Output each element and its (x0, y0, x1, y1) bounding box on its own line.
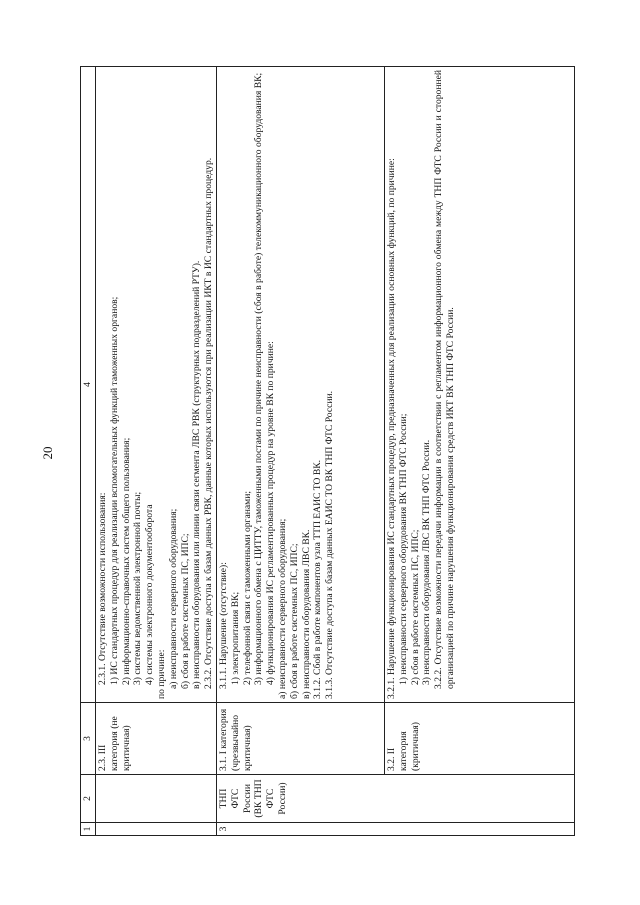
header-col-2: 2 (81, 775, 96, 823)
description-line: 1) неисправности серверного оборудования ВК ТНП ФТС России; (397, 413, 409, 685)
description-line: в) неисправности оборудования ЛВС ВК. (300, 529, 312, 699)
table-row (216, 67, 384, 836)
description-line: 4) функционирования ИС регламентированных процедур на уровне ВК по причине: (265, 341, 277, 685)
description-line: по причине: (155, 649, 167, 699)
description-line: а) неисправности серверного оборудования; (167, 508, 179, 689)
description-line: 2) телефонной связи с таможенными органами; (241, 491, 253, 685)
header-col-4: 4 (81, 67, 96, 703)
incident-category-table (80, 66, 575, 836)
description-line: 3.2.2. Отсутствие возможности передачи информации в соответствии с регламентом информационного обмена между ТНП ФТС России и сторонней организацией по причине нарушения функционирования средств ИКТ ВК ТНП ФТС России. (433, 70, 456, 689)
description-line: 4) системы электронного документооборота (144, 504, 156, 685)
row-number-cell (96, 823, 217, 836)
table-header-row (81, 67, 96, 836)
description-line: 2.3.2. Отсутствие доступа к базам данных РВК, данные которых используются при реализации ИКТ в ИС стандартных процедур. (203, 157, 215, 689)
description-line: а) неисправности серверного оборудования; (276, 518, 288, 699)
description-cell (216, 67, 384, 703)
description-line: 3) неисправности оборудования ЛВС ВК ТНП ФТС России. (421, 439, 433, 685)
description-line: 2.3.1. Отсутствие возможности использования: (97, 492, 108, 685)
table-row (96, 67, 217, 836)
description-line: 2) сбоя в работе системных ПС, ИПС; (409, 529, 421, 685)
description-line: 3.2.1. Нарушение функционирования ИС стандартных процедур, предназначенных для реализации основных функций, по причине: (385, 158, 397, 699)
category-cell: 3.1. I категория (чрезвычайно критичная) (216, 703, 384, 775)
description-cell (96, 67, 217, 703)
row-number-cell: 3 (216, 823, 574, 836)
description-line: 3.1.1. Нарушение (отсутствие): (217, 562, 229, 689)
description-cell (384, 67, 574, 703)
header-col-3: 3 (81, 703, 96, 775)
description-line: 3) информационного обмена с ЦИТТУ, таможенными постами по причине неисправности (сбоя в работе) телекоммуникационного оборудования ВК; (253, 72, 265, 685)
rotated-table-frame (80, 66, 575, 836)
description-line: 3) системы ведомственной электронной почты; (132, 491, 144, 685)
description-line: б) сбоя в работе системных ПС, ИПС; (179, 533, 191, 689)
description-line: 1) ИС стандартных процедур для реализации вспомогательных функций таможенных органов; (108, 296, 120, 685)
description-line: 3.1.3. Отсутствие доступа к базам данных ЕАИС ТО ВК ТНП ФТС России. (324, 390, 336, 699)
organization-cell: ТНП ФТС России (ВК ТНП ФТС России) (216, 775, 574, 823)
description-line: 3.1.2. Сбой в работе компонентов узла ТТП ЕАИС ТО ВК. (312, 459, 324, 699)
page-number: 20 (40, 446, 55, 460)
category-cell: 2.3. III категория (не критичная) (96, 703, 217, 775)
description-line: 1) электропитания ВК; (229, 591, 241, 685)
description-line: в) неисправности оборудования или линии связи сегмента ЛВС РВК (структурных подразделений РТУ). (191, 260, 203, 689)
category-cell: 3.2. II категория (критичная) (384, 703, 574, 775)
organization-cell (96, 775, 217, 823)
description-line: б) сбоя в работе системных ПС, ИПС; (288, 543, 300, 699)
description-line: 2) информационно-справочных систем общего пользования; (120, 437, 132, 685)
header-col-1: 1 (81, 823, 96, 836)
table-row (384, 67, 574, 836)
